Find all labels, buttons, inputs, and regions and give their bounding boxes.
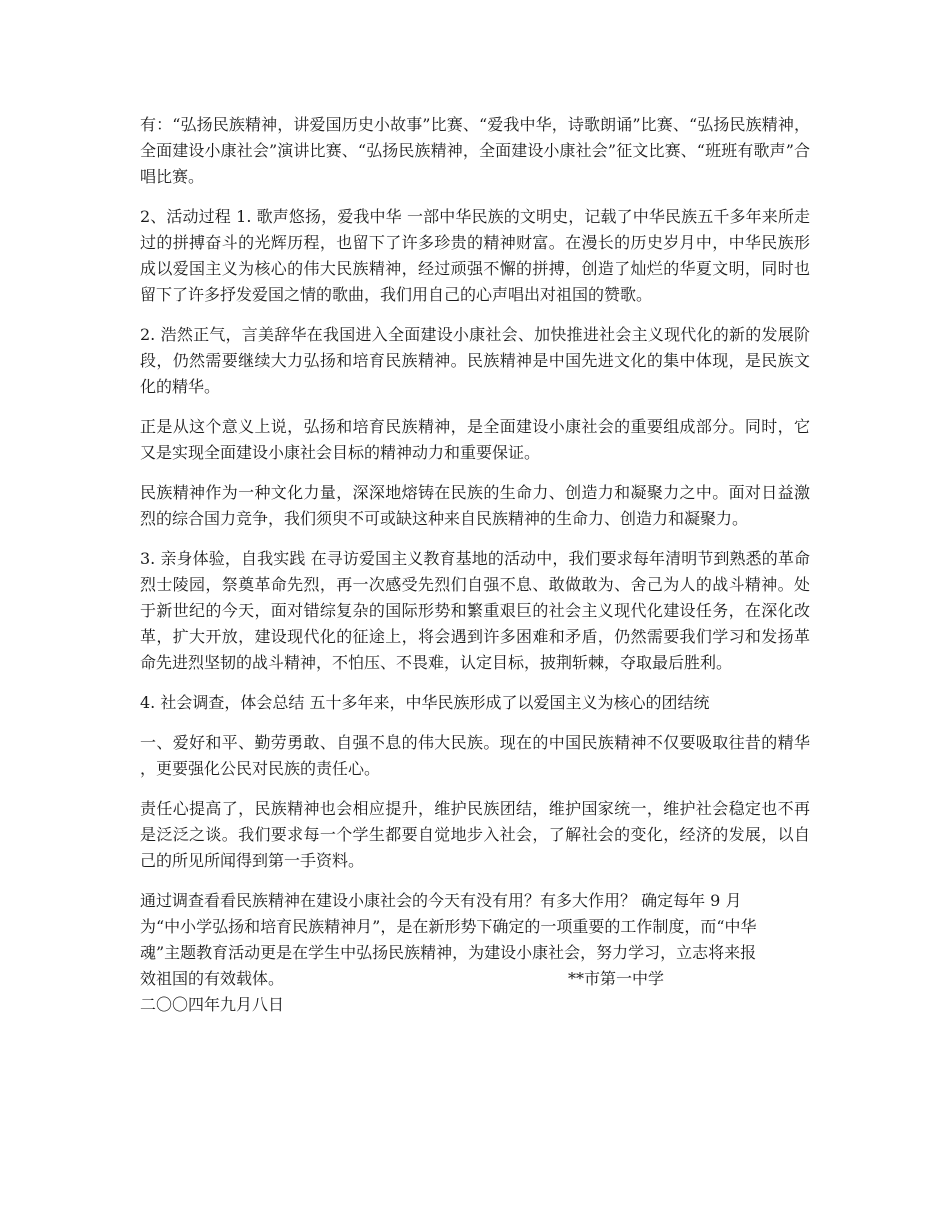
paragraph-responsibility: 责任心提高了，民族精神也会相应提升，维护民族团结，维护国家统一，维护社会稳定也不再是泛泛之谈。我们要求每一个学生都要自觉地步入社会，了解社会的变化，经济的发展，以自己的所见所闻得到第一手资料。 [140, 799, 810, 870]
paragraph-cultural-power: 民族精神作为一种文化力量，深深地熔铸在民族的生命力、创造力和凝聚力之中。面对日益激烈的综合国力竞争，我们须臾不可或缺这种来自民族精神的生命力、创造力和凝聚力。 [140, 483, 810, 528]
paragraph-significance: 正是从这个意义上说，弘扬和培育民族精神，是全面建设小康社会的重要组成部分。同时，它又是实现全面建设小康社会目标的精神动力和重要保证。 [140, 417, 810, 462]
document-page [140, 112, 810, 1018]
school-signature: **市第一中学 [568, 969, 665, 988]
closing-line-3: 魂”主题教育活动更是在学生中弘扬民族精神，为建设小康社会，努力学习，立志将来报 [140, 943, 757, 962]
closing-line-2: 为“中小学弘扬和培育民族精神月”，是在新形势下确定的一项重要的工作制度，而“中华 [140, 917, 757, 936]
paragraph-activity-process: 2、活动过程 1. 歌声悠扬，爱我中华 一部中华民族的文明史，记载了中华民族五千多年来所走过的拼搏奋斗的光辉历程，也留下了许多珍贵的精神财富。在漫长的历史岁月中，中华民族形成以爱国主义为核心的伟大民族精神，经过顽强不懈的拼搏，创造了灿烂的华夏文明，同时也留下了许多抒发爱国之情的歌曲，我们用自己的心声唱出对祖国的赞歌。 [140, 207, 810, 304]
paragraph-personal-experience: 3. 亲身体验，自我实践 在寻访爱国主义教育基地的活动中，我们要求每年清明节到熟悉的革命烈士陵园，祭奠革命先烈，再一次感受先烈们自强不息、敢做敢为、舍己为人的战斗精神。处于新世纪的今天，面对错综复杂的国际形势和繁重艰巨的社会主义现代化建设任务，在深化改革，扩大开放，建设现代化的征途上，将会遇到许多困难和矛盾，仍然需要我们学习和发扬革命先进烈坚韧的战斗精神，不怕压、不畏难，认定目标，披荆斩棘，夺取最后胜利。 [140, 549, 810, 672]
paragraph-social-survey: 4. 社会调查，体会总结 五十多年来，中华民族形成了以爱国主义为核心的团结统 [140, 693, 710, 712]
closing-last-text: 效祖国的有效载体。 [140, 969, 285, 988]
paragraph-righteousness: 2. 浩然正气，言美辞华在我国进入全面建设小康社会、加快推进社会主义现代化的新的发展阶段，仍然需要继续大力弘扬和培育民族精神。民族精神是中国先进文化的集中体现，是民族文化的精华。 [140, 325, 810, 396]
closing-paragraph [140, 888, 810, 1018]
document-date: 二〇〇四年九月八日 [140, 995, 285, 1014]
paragraph-peace-loving: 一、爱好和平、勤劳勇敢、自强不息的伟大民族。现在的中国民族精神不仅要吸取往昔的精华，更要强化公民对民族的责任心。 [140, 733, 810, 778]
paragraph-competitions: 有：“弘扬民族精神，讲爱国历史小故事”比赛、“爱我中华，诗歌朗诵”比赛、“弘扬民族精神，全面建设小康社会”演讲比赛、“弘扬民族精神，全面建设小康社会”征文比赛、“班班有歌声”合唱比赛。 [140, 115, 810, 186]
closing-line-4 [140, 966, 810, 992]
closing-line-1: 通过调查看看民族精神在建设小康社会的今天有没有用？有多大作用？ 确定每年 9 月 [140, 891, 742, 910]
